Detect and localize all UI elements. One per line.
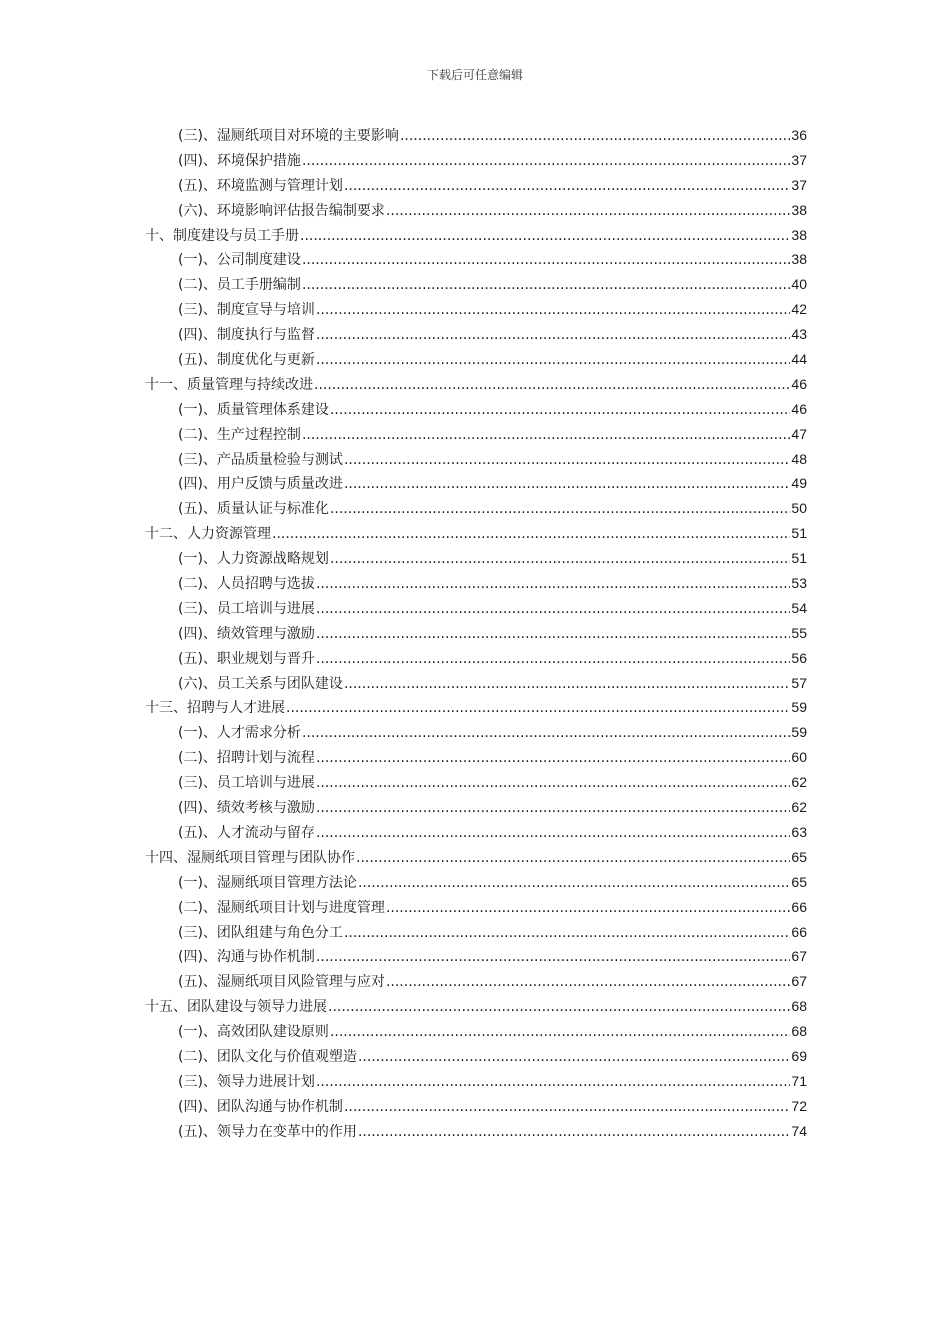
toc-dot-leader	[400, 128, 790, 144]
toc-entry-label: (四)、绩效考核与激励	[178, 800, 315, 817]
toc-dot-leader	[358, 1049, 790, 1065]
toc-entry-label: (三)、员工培训与进展	[178, 600, 315, 617]
toc-entry-page-number: 37	[791, 176, 807, 193]
toc-section-entry[interactable]	[145, 324, 807, 349]
toc-entry-page-number: 42	[791, 301, 807, 318]
toc-section-entry[interactable]	[145, 1046, 807, 1071]
page-header: 下载后可任意编辑	[426, 68, 523, 82]
toc-dot-leader	[302, 153, 790, 169]
toc-entry-label: (四)、制度执行与监督	[178, 327, 315, 344]
toc-entry-label: (二)、湿厕纸项目计划与进度管理	[178, 899, 385, 916]
toc-entry-page-number: 38	[791, 251, 807, 268]
toc-entry-label: (四)、团队沟通与协作机制	[178, 1098, 343, 1115]
toc-entry-page-number: 67	[791, 973, 807, 990]
toc-dot-leader	[302, 277, 790, 293]
toc-section-entry[interactable]	[145, 648, 807, 673]
toc-entry-page-number: 38	[791, 226, 807, 243]
toc-dot-leader	[386, 203, 790, 219]
toc-entry-label: (六)、环境影响评估报告编制要求	[178, 202, 385, 219]
toc-section-entry[interactable]	[145, 175, 807, 200]
toc-section-entry[interactable]	[145, 349, 807, 374]
toc-dot-leader	[314, 377, 790, 393]
toc-entry-page-number: 72	[791, 1097, 807, 1114]
toc-dot-leader	[316, 601, 790, 617]
toc-entry-page-number: 71	[791, 1072, 807, 1089]
toc-entry-page-number: 68	[791, 1023, 807, 1040]
toc-dot-leader	[316, 775, 790, 791]
toc-section-entry[interactable]	[145, 1121, 807, 1146]
toc-entry-label: (四)、沟通与协作机制	[178, 949, 315, 966]
toc-entry-page-number: 63	[791, 823, 807, 840]
toc-dot-leader	[344, 676, 790, 692]
toc-entry-label: (四)、环境保护措施	[178, 152, 301, 169]
toc-section-entry[interactable]	[145, 424, 807, 449]
toc-section-entry[interactable]	[145, 922, 807, 947]
toc-chapter-entry[interactable]	[145, 523, 807, 548]
toc-section-entry[interactable]	[145, 822, 807, 847]
toc-dot-leader	[358, 875, 790, 891]
toc-dot-leader	[316, 576, 790, 592]
table-of-contents	[145, 125, 807, 1146]
toc-chapter-entry[interactable]	[145, 847, 807, 872]
toc-section-entry[interactable]	[145, 573, 807, 598]
toc-section-entry[interactable]	[145, 897, 807, 922]
toc-dot-leader	[316, 825, 790, 841]
toc-dot-leader	[330, 501, 790, 517]
toc-section-entry[interactable]	[145, 1021, 807, 1046]
toc-entry-label: (三)、制度宣导与培训	[178, 302, 315, 319]
toc-dot-leader	[330, 402, 790, 418]
toc-dot-leader	[344, 476, 790, 492]
toc-entry-label: (二)、生产过程控制	[178, 426, 301, 443]
toc-section-entry[interactable]	[145, 125, 807, 150]
toc-entry-label: (二)、员工手册编制	[178, 277, 301, 294]
toc-section-entry[interactable]	[145, 399, 807, 424]
toc-dot-leader	[344, 452, 790, 468]
toc-section-entry[interactable]	[145, 548, 807, 573]
toc-entry-label: (五)、湿厕纸项目风险管理与应对	[178, 974, 385, 991]
toc-section-entry[interactable]	[145, 249, 807, 274]
toc-entry-label: (一)、人才需求分析	[178, 725, 301, 742]
toc-dot-leader	[328, 999, 790, 1015]
toc-entry-page-number: 51	[791, 550, 807, 567]
toc-chapter-entry[interactable]	[145, 374, 807, 399]
toc-entry-page-number: 51	[791, 525, 807, 542]
toc-dot-leader	[316, 800, 790, 816]
toc-entry-label: (一)、质量管理体系建设	[178, 401, 329, 418]
toc-dot-leader	[344, 178, 790, 194]
toc-entry-label: (一)、公司制度建设	[178, 252, 301, 269]
toc-entry-page-number: 50	[791, 500, 807, 517]
toc-entry-label: (五)、领导力在变革中的作用	[178, 1123, 357, 1140]
toc-entry-page-number: 65	[791, 848, 807, 865]
toc-entry-label: 十四、湿厕纸项目管理与团队协作	[145, 849, 355, 866]
toc-dot-leader	[356, 850, 790, 866]
toc-entry-label: (四)、用户反馈与质量改进	[178, 476, 343, 493]
toc-section-entry[interactable]	[145, 1096, 807, 1121]
toc-entry-page-number: 38	[791, 201, 807, 218]
toc-entry-label: (一)、高效团队建设原则	[178, 1024, 329, 1041]
toc-entry-page-number: 56	[791, 649, 807, 666]
toc-entry-label: (一)、湿厕纸项目管理方法论	[178, 874, 357, 891]
toc-chapter-entry[interactable]	[145, 996, 807, 1021]
toc-entry-page-number: 46	[791, 375, 807, 392]
toc-entry-page-number: 66	[791, 923, 807, 940]
toc-entry-page-number: 44	[791, 351, 807, 368]
toc-entry-label: 十一、质量管理与持续改进	[145, 376, 313, 393]
toc-entry-label: 十二、人力资源管理	[145, 526, 271, 543]
toc-entry-page-number: 48	[791, 450, 807, 467]
toc-entry-page-number: 65	[791, 873, 807, 890]
toc-dot-leader	[316, 750, 790, 766]
toc-section-entry[interactable]	[145, 673, 807, 698]
toc-entry-page-number: 46	[791, 400, 807, 417]
toc-section-entry[interactable]	[145, 299, 807, 324]
toc-section-entry[interactable]	[145, 946, 807, 971]
toc-section-entry[interactable]	[145, 274, 807, 299]
toc-section-entry[interactable]	[145, 623, 807, 648]
toc-entry-label: (三)、员工培训与进展	[178, 775, 315, 792]
toc-entry-page-number: 68	[791, 998, 807, 1015]
toc-entry-label: (二)、人员招聘与选拔	[178, 576, 315, 593]
toc-section-entry[interactable]	[145, 200, 807, 225]
toc-section-entry[interactable]	[145, 150, 807, 175]
toc-entry-label: 十、制度建设与员工手册	[145, 227, 299, 244]
toc-entry-page-number: 36	[791, 127, 807, 143]
toc-section-entry[interactable]	[145, 1071, 807, 1096]
toc-entry-page-number: 53	[791, 575, 807, 592]
toc-entry-page-number: 59	[791, 699, 807, 716]
toc-section-entry[interactable]	[145, 449, 807, 474]
toc-entry-label: (三)、产品质量检验与测试	[178, 451, 343, 468]
toc-dot-leader	[302, 427, 790, 443]
toc-entry-label: (五)、人才流动与留存	[178, 824, 315, 841]
toc-entry-label: (二)、团队文化与价值观塑造	[178, 1048, 357, 1065]
toc-dot-leader	[344, 1099, 790, 1115]
toc-dot-leader	[344, 925, 790, 941]
toc-entry-page-number: 54	[791, 599, 807, 616]
toc-entry-label: (五)、质量认证与标准化	[178, 501, 329, 518]
toc-entry-page-number: 57	[791, 674, 807, 691]
toc-section-entry[interactable]	[145, 598, 807, 623]
toc-dot-leader	[302, 252, 790, 268]
toc-entry-label: (五)、职业规划与晋升	[178, 650, 315, 667]
toc-dot-leader	[386, 900, 790, 916]
toc-dot-leader	[316, 302, 790, 318]
toc-entry-page-number: 69	[791, 1047, 807, 1064]
toc-section-entry[interactable]	[145, 971, 807, 996]
toc-dot-leader	[316, 626, 790, 642]
toc-dot-leader	[316, 352, 790, 368]
toc-entry-label: (二)、招聘计划与流程	[178, 750, 315, 767]
toc-section-entry[interactable]	[145, 747, 807, 772]
toc-section-entry[interactable]	[145, 722, 807, 747]
toc-entry-label: 十三、招聘与人才进展	[145, 700, 285, 717]
toc-entry-page-number: 60	[791, 749, 807, 766]
toc-entry-label: (三)、领导力进展计划	[178, 1073, 315, 1090]
toc-entry-page-number: 66	[791, 898, 807, 915]
toc-dot-leader	[272, 526, 790, 542]
toc-dot-leader	[386, 974, 790, 990]
toc-entry-label: (一)、人力资源战略规划	[178, 551, 329, 568]
toc-dot-leader	[316, 651, 790, 667]
toc-entry-page-number: 47	[791, 425, 807, 442]
toc-dot-leader	[330, 551, 790, 567]
toc-entry-page-number: 43	[791, 326, 807, 343]
toc-entry-label: (三)、团队组建与角色分工	[178, 924, 343, 941]
toc-dot-leader	[316, 327, 790, 343]
toc-chapter-entry[interactable]	[145, 697, 807, 722]
toc-entry-page-number: 37	[791, 151, 807, 168]
toc-dot-leader	[300, 228, 790, 244]
toc-entry-page-number: 62	[791, 799, 807, 816]
toc-dot-leader	[316, 1074, 790, 1090]
toc-dot-leader	[316, 949, 790, 965]
toc-section-entry[interactable]	[145, 772, 807, 797]
toc-section-entry[interactable]	[145, 473, 807, 498]
toc-entry-label: (三)、湿厕纸项目对环境的主要影响	[178, 128, 399, 144]
toc-entry-page-number: 62	[791, 774, 807, 791]
toc-section-entry[interactable]	[145, 797, 807, 822]
toc-entry-label: (六)、员工关系与团队建设	[178, 675, 343, 692]
toc-entry-page-number: 40	[791, 276, 807, 293]
toc-entry-label: (五)、制度优化与更新	[178, 352, 315, 369]
toc-dot-leader	[302, 725, 790, 741]
toc-chapter-entry[interactable]	[145, 225, 807, 250]
toc-dot-leader	[330, 1024, 790, 1040]
toc-section-entry[interactable]	[145, 498, 807, 523]
toc-entry-page-number: 67	[791, 948, 807, 965]
toc-entry-label: (五)、环境监测与管理计划	[178, 177, 343, 194]
toc-dot-leader	[286, 700, 790, 716]
toc-entry-page-number: 59	[791, 724, 807, 741]
toc-dot-leader	[358, 1124, 790, 1140]
toc-entry-page-number: 55	[791, 624, 807, 641]
toc-entry-page-number: 74	[791, 1122, 807, 1139]
toc-entry-label: (四)、绩效管理与激励	[178, 625, 315, 642]
toc-section-entry[interactable]	[145, 872, 807, 897]
toc-entry-page-number: 49	[791, 475, 807, 492]
toc-entry-label: 十五、团队建设与领导力进展	[145, 999, 327, 1016]
